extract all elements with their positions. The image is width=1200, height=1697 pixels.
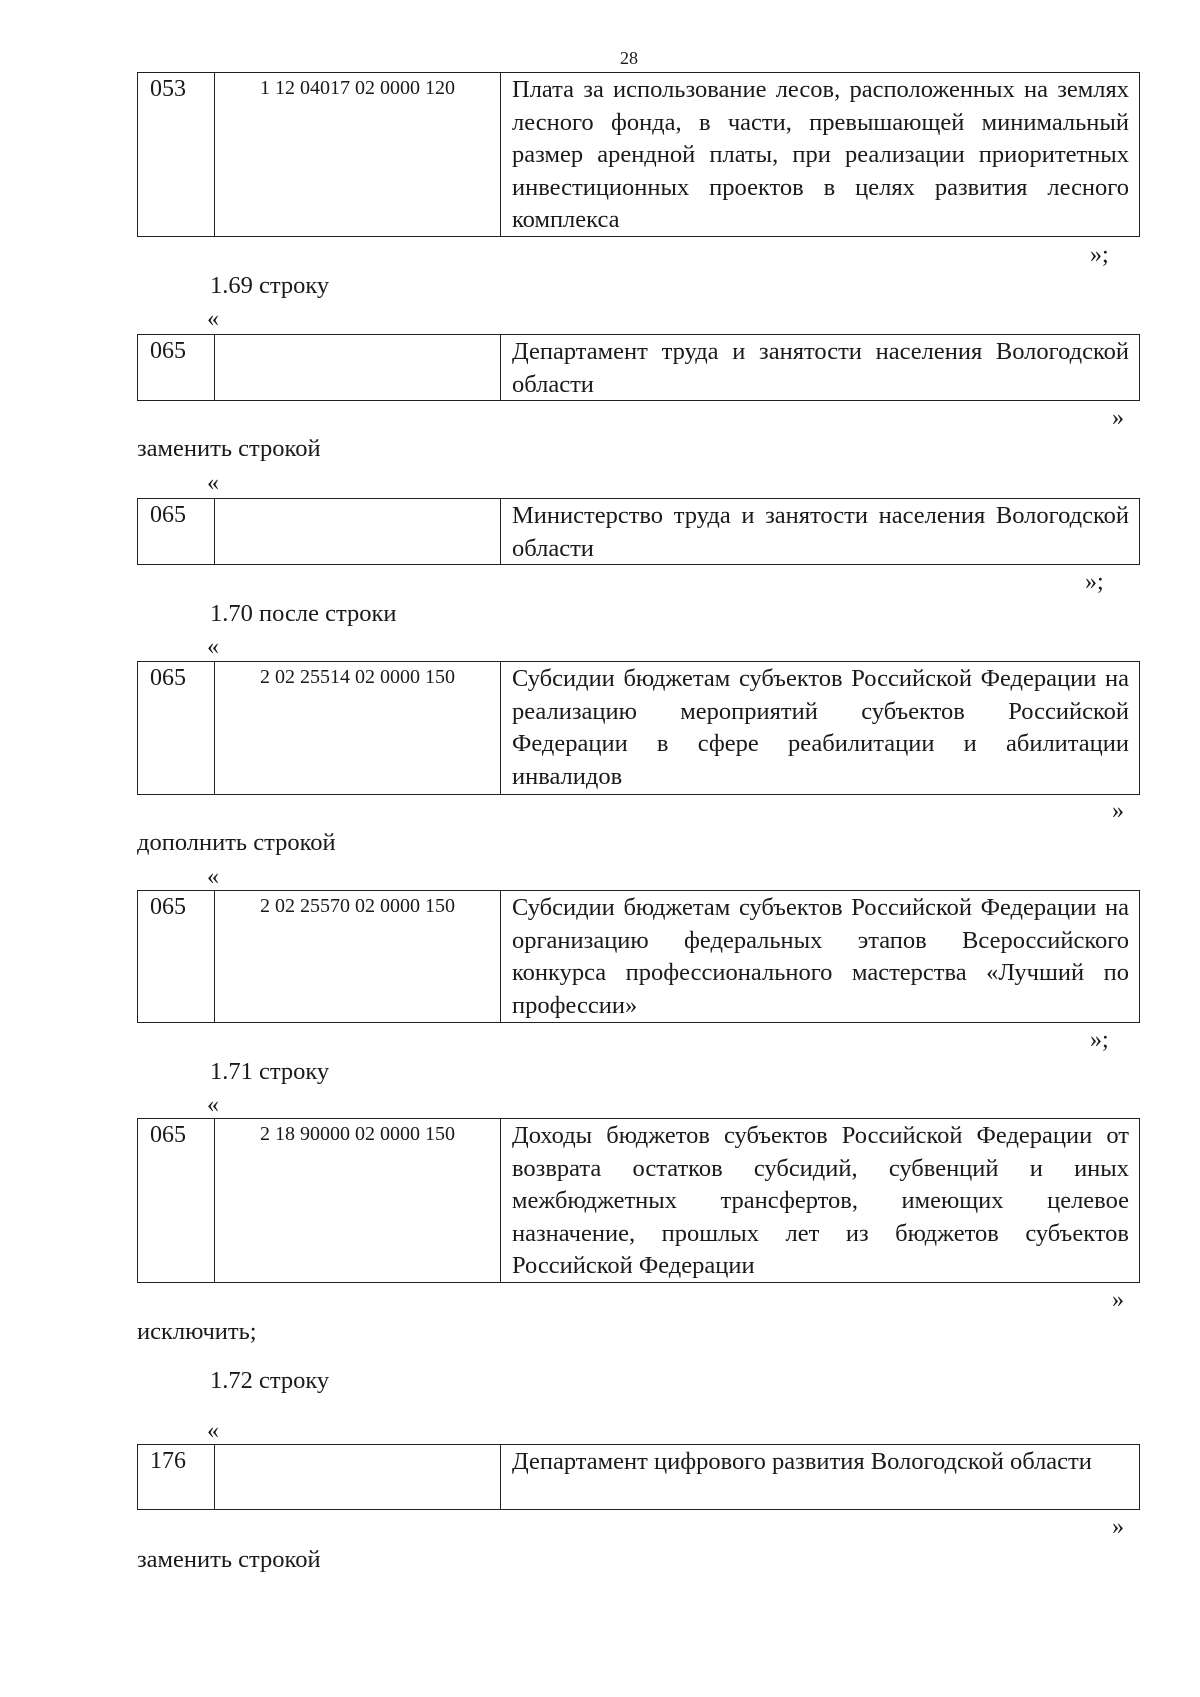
page-number: 28 <box>620 48 638 68</box>
kbk-cell <box>215 335 501 400</box>
table-row <box>137 1118 1140 1283</box>
name-cell: Субсидии бюджетам субъектов Российской Федерации на организацию федеральных этапов Всероссийского конкурса профессионального мастерства «Лучший по профессии» <box>512 894 1129 1019</box>
closing-quote: » <box>1112 1514 1124 1540</box>
opening-quote: « <box>207 306 219 332</box>
paragraph: 1.71 строку <box>210 1058 330 1085</box>
name-cell: Департамент цифрового развития Вологодской области <box>512 1448 1092 1475</box>
closing-quote: » <box>1112 798 1124 824</box>
kbk-cell <box>215 1445 501 1509</box>
closing-quote: »; <box>1090 1027 1109 1053</box>
paragraph: заменить строкой <box>137 1546 321 1573</box>
paragraph: 1.70 после строки <box>210 600 397 627</box>
name-cell: Доходы бюджетов субъектов Российской Федерации от возврата остатков субсидий, субвенций и иных межбюджетных трансфертов, имеющих целевое назначение, прошлых лет из бюджетов субъектов Российской Федерации <box>512 1122 1129 1279</box>
table-row <box>137 661 1140 795</box>
opening-quote: « <box>207 1092 219 1118</box>
table-row <box>137 334 1140 401</box>
kbk-cell: 1 12 04017 02 0000 120 <box>215 73 501 236</box>
opening-quote: « <box>207 634 219 660</box>
name-cell: Департамент труда и занятости населения Вологодской области <box>512 338 1129 398</box>
table-row <box>137 890 1140 1023</box>
kbk-cell <box>215 499 501 564</box>
table-row <box>137 498 1140 565</box>
code-cell: 065 <box>138 662 215 794</box>
closing-quote: » <box>1112 405 1124 431</box>
name-cell: Плата за использование лесов, расположенных на землях лесного фонда, в части, превышающей минимальный размер арендной платы, при реализации приоритетных инвестиционных проектов в целях развития лесного комплекса <box>512 76 1129 233</box>
paragraph: дополнить строкой <box>137 829 336 856</box>
code-cell: 065 <box>138 1119 215 1282</box>
code-cell: 065 <box>138 499 215 564</box>
paragraph: 1.72 строку <box>210 1367 330 1394</box>
paragraph: исключить; <box>137 1318 257 1345</box>
paragraph: заменить строкой <box>137 435 321 462</box>
opening-quote: « <box>207 864 219 890</box>
opening-quote: « <box>207 1418 219 1444</box>
name-cell: Министерство труда и занятости населения Вологодской области <box>512 502 1129 562</box>
code-cell: 065 <box>138 891 215 1022</box>
table-row <box>137 72 1140 237</box>
table-row <box>137 1444 1140 1510</box>
code-cell: 176 <box>138 1445 215 1509</box>
closing-quote: »; <box>1085 569 1104 595</box>
kbk-cell: 2 02 25514 02 0000 150 <box>215 662 501 794</box>
kbk-cell: 2 02 25570 02 0000 150 <box>215 891 501 1022</box>
closing-quote: »; <box>1090 242 1109 268</box>
name-cell: Субсидии бюджетам субъектов Российской Федерации на реализацию мероприятий субъектов Российской Федерации в сфере реабилитации и абилитации инвалидов <box>512 665 1129 790</box>
paragraph: 1.69 строку <box>210 272 330 299</box>
closing-quote: » <box>1112 1287 1124 1313</box>
code-cell: 065 <box>138 335 215 400</box>
kbk-cell: 2 18 90000 02 0000 150 <box>215 1119 501 1282</box>
opening-quote: « <box>207 470 219 496</box>
code-cell: 053 <box>138 73 215 236</box>
